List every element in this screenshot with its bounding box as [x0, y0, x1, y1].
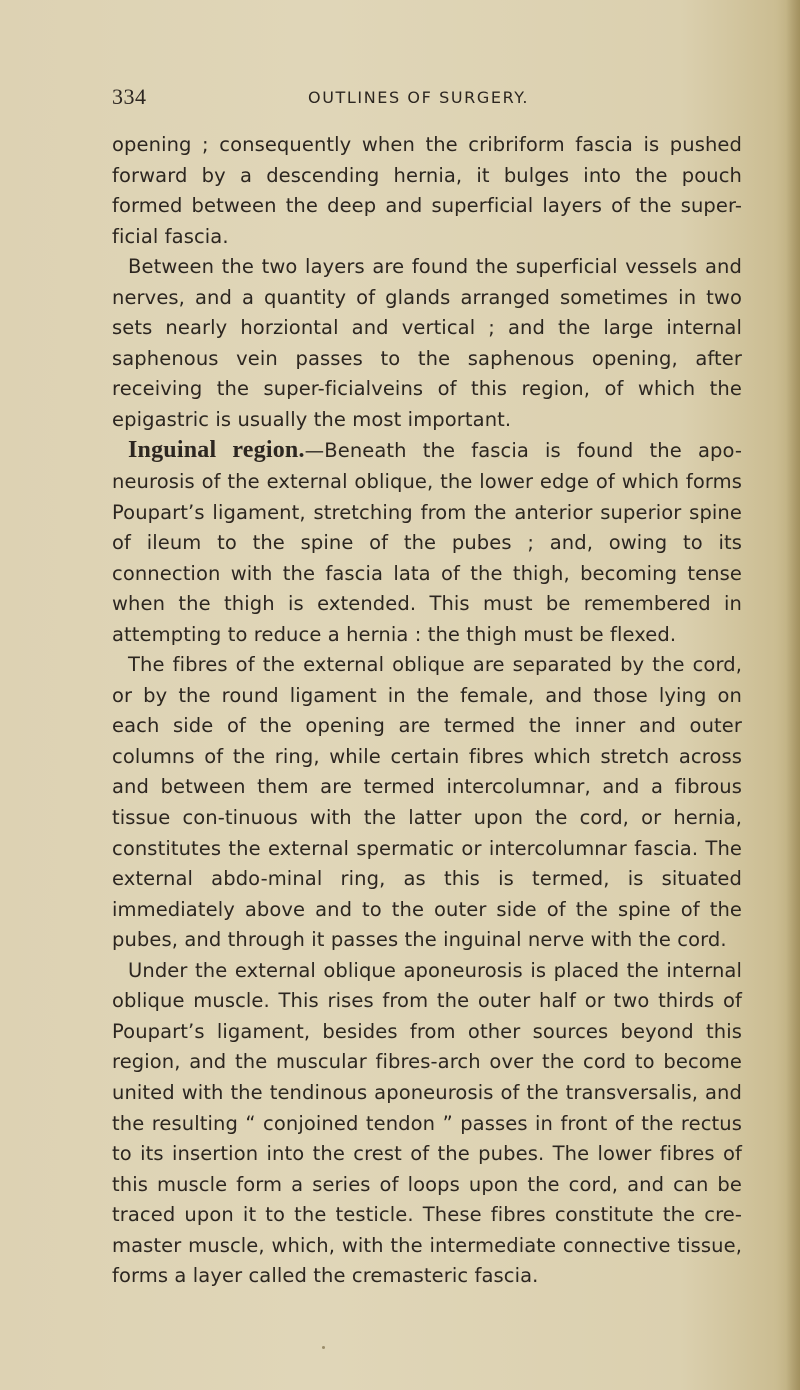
page-edge-shadow	[786, 0, 800, 1390]
paragraph-2	[112, 252, 742, 435]
page-header	[112, 84, 742, 114]
paper-speck	[322, 1346, 325, 1349]
paragraph-1-text: opening ; consequently when the cribriform fascia is pushed forward by a descending hernia, it bulges into the pouch formed between the deep and superficial layers of the super-ficial fascia.	[112, 133, 742, 248]
paragraph-4-text: The fibres of the external oblique are separated by the cord, or by the round ligament in the female, and those lying on each side of the opening are termed the inner and outer columns of the ring, while certain fibres which stretch across and between them are termed intercolumnar, and a fibrous tissue con-tinuous with the latter upon the cord, or hernia, constitutes the external spermatic or intercolumnar fascia. The external abdo-minal ring, as this is termed, is situated immediately above and to the outer side of the spine of the pubes, and through it passes the inguinal nerve with the cord.	[112, 653, 742, 952]
page-number: 334	[112, 84, 147, 109]
running-title: OUTLINES OF SURGERY.	[308, 88, 530, 107]
paragraph-5-text: Under the external oblique aponeurosis is placed the internal oblique muscle. This rises from the outer half or two thirds of Poupart’s ligament, besides from other sources beyond this region, and the muscular fibres-arch over the cord to become united with the tendinous aponeurosis of the transversalis, and the resulting “ conjoined tendon ” passes in front of the rectus to its insertion into the crest of the pubes. The lower fibres of this muscle form a series of loops upon the cord, and can be traced upon it to the testicle. These fibres constitute the cre-master muscle, which, with the intermediate connective tissue, forms a layer called the cremasteric fascia.	[112, 958, 742, 1288]
paragraph-3	[112, 435, 742, 650]
paragraph-5	[112, 956, 742, 1292]
section-heading-inguinal-region: Inguinal region.	[128, 437, 305, 464]
paragraph-1	[112, 130, 742, 252]
paragraph-3-text: —Beneath the fascia is found the apo-neurosis of the external oblique, the lower edge of which forms Poupart’s ligament, stretching from the anterior superior spine of ileum to the spine of the pubes ; and, owing to its connection with the fascia lata of the thigh, becoming tense when the thigh is extended. This must be remembered in attempting to reduce a hernia : the thigh must be flexed.	[112, 439, 742, 646]
paragraph-4	[112, 650, 742, 955]
body-text	[112, 130, 742, 1292]
paragraph-2-text: Between the two layers are found the superficial vessels and nerves, and a quantity of glands arranged sometimes in two sets nearly horziontal and vertical ; and the large internal saphenous vein passes to the saphenous opening, after receiving the super-ficialveins of this region, of which the epigastric is usually the most important.	[112, 255, 742, 431]
